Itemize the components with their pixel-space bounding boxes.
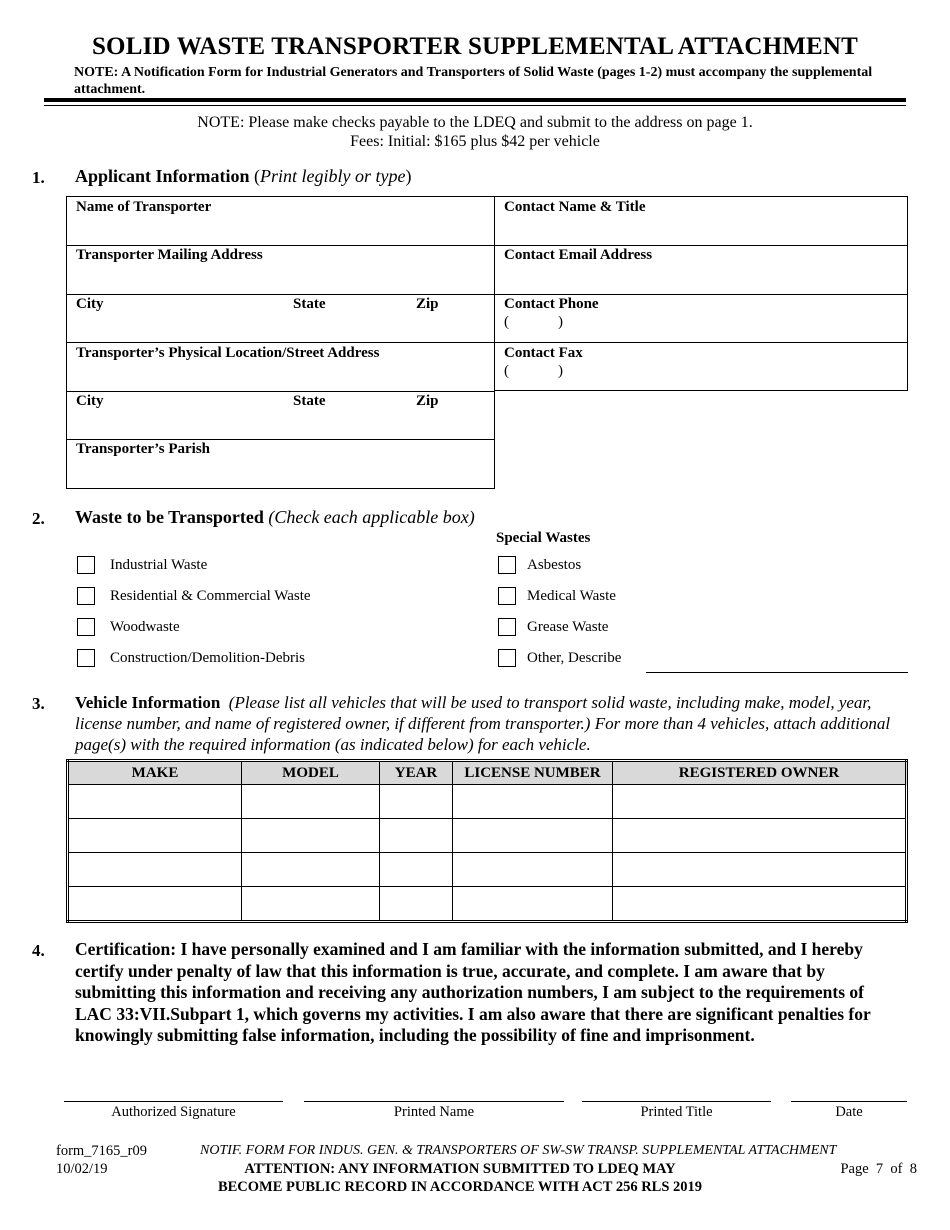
woodwaste-checkbox[interactable]	[77, 618, 95, 636]
mailing-state-field[interactable]: State	[293, 296, 326, 312]
table-row	[68, 853, 907, 887]
section-2-subtitle: (Check each applicable box)	[268, 507, 475, 527]
section-3-description: (Please list all vehicles that will be used to transport solid waste, including make, model, year, license number, and name of registered owner, if different from transporter.) For more than 4 vehicles, attach additional page(s) with the required information (as indicated below) for each vehicle.	[75, 693, 891, 754]
footer-attention-line2: BECOME PUBLIC RECORD IN ACCORDANCE WITH ACT 256 RLS 2019	[217, 1179, 703, 1195]
table-row	[68, 785, 907, 819]
vehicle-table-header	[68, 761, 907, 785]
physical-city-field[interactable]: City	[76, 393, 104, 409]
industrial-waste-checkbox[interactable]	[77, 556, 95, 574]
transporter-parish-field[interactable]: Transporter’s Parish	[76, 441, 211, 457]
physical-address-field[interactable]: Transporter’s Physical Location/Street Address	[76, 345, 380, 361]
model-cell[interactable]	[242, 819, 380, 853]
header-rule-thin	[44, 105, 906, 106]
contact-name-field[interactable]: Contact Name & Title	[504, 199, 646, 215]
contact-email-field[interactable]: Contact Email Address	[504, 247, 653, 263]
license-cell[interactable]	[453, 853, 613, 887]
section-1-heading: Applicant Information (Print legibly or type)	[75, 166, 412, 186]
model-cell[interactable]	[242, 887, 380, 922]
model-cell[interactable]	[242, 853, 380, 887]
make-cell[interactable]	[68, 853, 242, 887]
make-cell[interactable]	[68, 785, 242, 819]
mailing-zip-field[interactable]: Zip	[416, 296, 439, 312]
make-cell[interactable]	[68, 887, 242, 922]
owner-cell[interactable]	[613, 819, 907, 853]
asbestos-label: Asbestos	[527, 557, 582, 573]
phone-area-open: (	[504, 314, 509, 330]
phone-area-close: )	[558, 314, 563, 330]
fax-area-close: )	[558, 363, 563, 379]
special-wastes-header: Special Wastes	[496, 530, 591, 546]
printed-title-caption: Printed Title	[640, 1104, 713, 1120]
column-make: MAKE	[68, 761, 242, 785]
license-cell[interactable]	[453, 785, 613, 819]
industrial-waste-label: Industrial Waste	[110, 557, 208, 573]
grease-waste-checkbox[interactable]	[498, 618, 516, 636]
column-year: YEAR	[380, 761, 453, 785]
mailing-city-field[interactable]: City	[76, 296, 104, 312]
date-caption: Date	[835, 1104, 863, 1120]
footer-attention-line1: ATTENTION: ANY INFORMATION SUBMITTED TO LDEQ MAY	[244, 1161, 676, 1177]
year-cell[interactable]	[380, 819, 453, 853]
table-row	[68, 819, 907, 853]
payment-note: NOTE: Please make checks payable to the LDEQ and submit to the address on page 1.	[197, 114, 753, 131]
date-line[interactable]	[791, 1101, 907, 1102]
table-row	[68, 887, 907, 922]
woodwaste-label: Woodwaste	[110, 619, 180, 635]
other-waste-label: Other, Describe	[527, 650, 622, 666]
residential-commercial-waste-label: Residential & Commercial Waste	[110, 588, 311, 604]
year-cell[interactable]	[380, 853, 453, 887]
license-cell[interactable]	[453, 887, 613, 922]
make-cell[interactable]	[68, 819, 242, 853]
section-2-title: Waste to be Transported	[75, 507, 264, 527]
applicant-left-box	[66, 196, 495, 489]
construction-demolition-label: Construction/Demolition-Debris	[110, 650, 305, 666]
owner-cell[interactable]	[613, 887, 907, 922]
medical-waste-label: Medical Waste	[527, 588, 616, 604]
physical-state-field[interactable]: State	[293, 393, 326, 409]
printed-name-line[interactable]	[304, 1101, 564, 1102]
owner-cell[interactable]	[613, 785, 907, 819]
section-3-title: Vehicle Information	[75, 693, 221, 712]
printed-name-caption: Printed Name	[393, 1104, 475, 1120]
form-date: 10/02/19	[56, 1161, 108, 1177]
transporter-mailing-address-field[interactable]: Transporter Mailing Address	[76, 247, 263, 263]
asbestos-checkbox[interactable]	[498, 556, 516, 574]
section-1-title: Applicant Information	[75, 166, 250, 186]
physical-zip-field[interactable]: Zip	[416, 393, 439, 409]
transporter-name-field[interactable]: Name of Transporter	[76, 199, 212, 215]
other-waste-checkbox[interactable]	[498, 649, 516, 667]
other-describe-line[interactable]	[646, 672, 908, 673]
license-cell[interactable]	[453, 819, 613, 853]
certification-text: Certification: I have personally examined and I am familiar with the information submitted, and I hereby certify under penalty of law that this information is true, accurate, and complete. I am aware that by submitting this information and receiving any authorization numbers, I am subject to the requirements of LAC 33:VII.Subpart 1, which governs my activities. I am also aware that there are significant penalties for knowingly submitting false information, including the possibility of fine and imprisonment.	[75, 939, 871, 1045]
attachment-note: NOTE: A Notification Form for Industrial Generators and Transporters of Solid Waste (pages 1-2) must accompany the supplemental attachment.	[74, 65, 873, 97]
section-2-heading	[75, 507, 475, 528]
page-number: Page 7 of 8	[840, 1161, 917, 1177]
year-cell[interactable]	[380, 887, 453, 922]
applicant-right-box	[494, 196, 908, 391]
printed-title-line[interactable]	[582, 1101, 771, 1102]
grease-waste-label: Grease Waste	[527, 619, 609, 635]
contact-fax-field[interactable]: Contact Fax	[504, 345, 583, 361]
section-2-number: 2.	[32, 509, 45, 528]
section-4-number: 4.	[32, 941, 45, 960]
column-model: MODEL	[242, 761, 380, 785]
form-id: form_7165_r09	[56, 1143, 148, 1159]
model-cell[interactable]	[242, 785, 380, 819]
signature-line[interactable]	[64, 1101, 283, 1102]
residential-commercial-waste-checkbox[interactable]	[77, 587, 95, 605]
year-cell[interactable]	[380, 785, 453, 819]
authorized-signature-caption: Authorized Signature	[111, 1104, 236, 1120]
section-1-number: 1.	[32, 168, 45, 187]
section-1-subtitle: Print legibly or type	[260, 166, 406, 186]
fees-note: Fees: Initial: $165 plus $42 per vehicle	[350, 133, 600, 150]
vehicle-table	[66, 759, 908, 923]
column-registered-owner: REGISTERED OWNER	[613, 761, 907, 785]
owner-cell[interactable]	[613, 853, 907, 887]
medical-waste-checkbox[interactable]	[498, 587, 516, 605]
form-title: SOLID WASTE TRANSPORTER SUPPLEMENTAL ATTACHMENT	[91, 33, 859, 60]
header-rule-thick	[44, 98, 906, 102]
column-license-number: LICENSE NUMBER	[453, 761, 613, 785]
contact-phone-field[interactable]: Contact Phone	[504, 296, 599, 312]
construction-demolition-checkbox[interactable]	[77, 649, 95, 667]
vehicle-info-text	[75, 692, 905, 755]
section-3-number: 3.	[32, 694, 45, 713]
fax-area-open: (	[504, 363, 509, 379]
footer-form-title: NOTIF. FORM FOR INDUS. GEN. & TRANSPORTERS OF SW-SW TRANSP. SUPPLEMENTAL ATTACHMENT	[200, 1143, 837, 1158]
